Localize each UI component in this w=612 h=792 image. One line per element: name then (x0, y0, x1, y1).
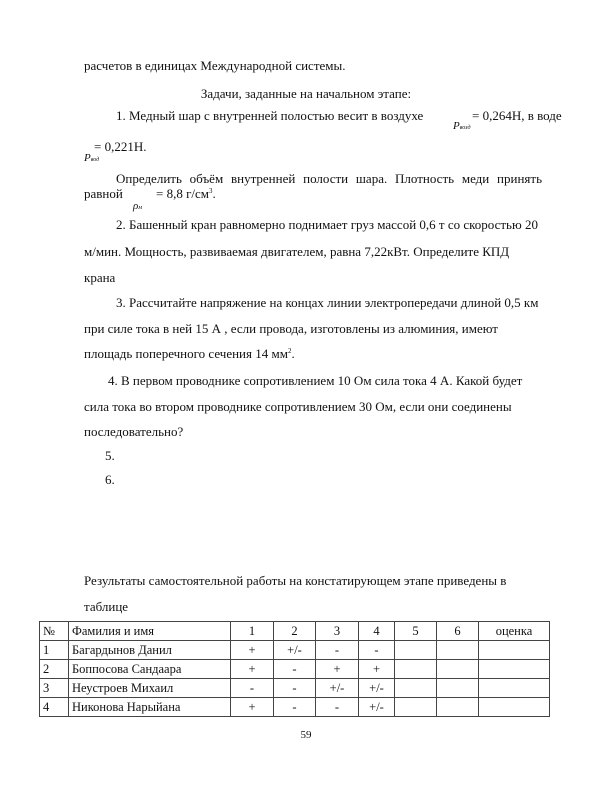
table-row (40, 641, 550, 660)
table-cell (395, 641, 437, 660)
table-cell: - (231, 679, 274, 698)
table-header-cell: 5 (395, 622, 437, 641)
table-cell (479, 641, 550, 660)
table-cell: 1 (40, 641, 69, 660)
table-cell: + (359, 660, 395, 679)
results-table (39, 621, 550, 717)
table-cell: +/- (274, 641, 316, 660)
results-intro-line-2: таблице (84, 599, 129, 614)
table-cell: +/- (359, 679, 395, 698)
problem-1-line-4: равной (84, 186, 123, 201)
table-cell (395, 660, 437, 679)
table-cell: Багардынов Данил (69, 641, 231, 660)
problem-4-line-2: сила тока во втором проводнике сопротивлением 30 Ом, если они соединены (84, 399, 512, 414)
problem-4-line-3: последовательно? (84, 424, 184, 439)
table-row (40, 679, 550, 698)
table-cell: 4 (40, 698, 69, 717)
problem-2-line-3: крана (84, 270, 116, 285)
problem-3-line-2: при силе тока в ней 15 А , если провода, изготовлены из алюминия, имеют (84, 321, 498, 336)
problem-6-number: 6. (105, 472, 115, 487)
table-cell: + (231, 660, 274, 679)
table-header-cell: 2 (274, 622, 316, 641)
table-cell: + (231, 698, 274, 717)
section-title: Задачи, заданные на начальном этапе: (200, 86, 412, 101)
table-cell: - (359, 641, 395, 660)
table-header-cell: 1 (231, 622, 274, 641)
results-intro-line-1: Результаты самостоятельной работы на констатирующем этапе приведены в (84, 573, 507, 588)
table-header-cell: 4 (359, 622, 395, 641)
table-cell (479, 679, 550, 698)
copper-density-value: = 8,8 $г/см^3$. (156, 186, 216, 201)
table-header-cell: 3 (316, 622, 359, 641)
page-number: 59 (300, 729, 312, 741)
p-water-symbol: Pвод (84, 152, 100, 164)
table-cell: 3 (40, 679, 69, 698)
table-cell (395, 679, 437, 698)
table-cell: Никонова Нарыйана (69, 698, 231, 717)
weight-in-air-value: = 0,264Н, в воде (472, 108, 562, 123)
table-cell (437, 641, 479, 660)
table-header-row (40, 622, 550, 641)
table-cell (437, 679, 479, 698)
table-cell: - (316, 698, 359, 717)
problem-3-line-3: площадь поперечного сечения 14 $мм^2$. (84, 346, 295, 361)
table-cell: - (274, 698, 316, 717)
p-air-symbol: Pвозд (453, 120, 471, 132)
problem-5-number: 5. (105, 448, 115, 463)
table-cell: - (274, 660, 316, 679)
problem-2-line-1: 2. Башенный кран равномерно поднимает груз массой 0,6 т со скоростью 20 (116, 217, 538, 232)
table-cell: Боппосова Сандаара (69, 660, 231, 679)
problem-1-line-1: 1. Медный шар с внутренней полостью весит в воздухе (116, 108, 424, 123)
table-header-cell: оценка (479, 622, 550, 641)
table-row (40, 698, 550, 717)
table-cell: +/- (316, 679, 359, 698)
problem-4-line-1: 4. В первом проводнике сопротивлением 10 Ом сила тока 4 А. Какой будет (108, 373, 523, 388)
problem-2-line-2: м/мин. Мощность, развиваемая двигателем, равна 7,22кВт. Определите КПД (84, 244, 510, 259)
rho-symbol: ρм (133, 200, 143, 212)
table-cell: +/- (359, 698, 395, 717)
table-cell (479, 698, 550, 717)
table-cell: Неустроев Михаил (69, 679, 231, 698)
table-cell: - (274, 679, 316, 698)
intro-line: расчетов в единицах Международной системы. (84, 58, 346, 73)
table-cell (437, 698, 479, 717)
problem-1-line-3: Определить объём внутренней полости шара. Плотность меди принять (116, 171, 542, 186)
table-header-cell: № (40, 622, 69, 641)
problem-3-line-1: 3. Рассчитайте напряжение на концах линии электропередачи длиной 0,5 км (116, 295, 539, 310)
table-header-cell: 6 (437, 622, 479, 641)
table-cell: + (316, 660, 359, 679)
table-cell: + (231, 641, 274, 660)
table-header-cell: Фамилия и имя (69, 622, 231, 641)
table-cell (479, 660, 550, 679)
table-cell: - (316, 641, 359, 660)
table-cell (395, 698, 437, 717)
table-cell (437, 660, 479, 679)
table-row (40, 660, 550, 679)
weight-in-water-value: = 0,221Н. (94, 139, 147, 154)
table-cell: 2 (40, 660, 69, 679)
